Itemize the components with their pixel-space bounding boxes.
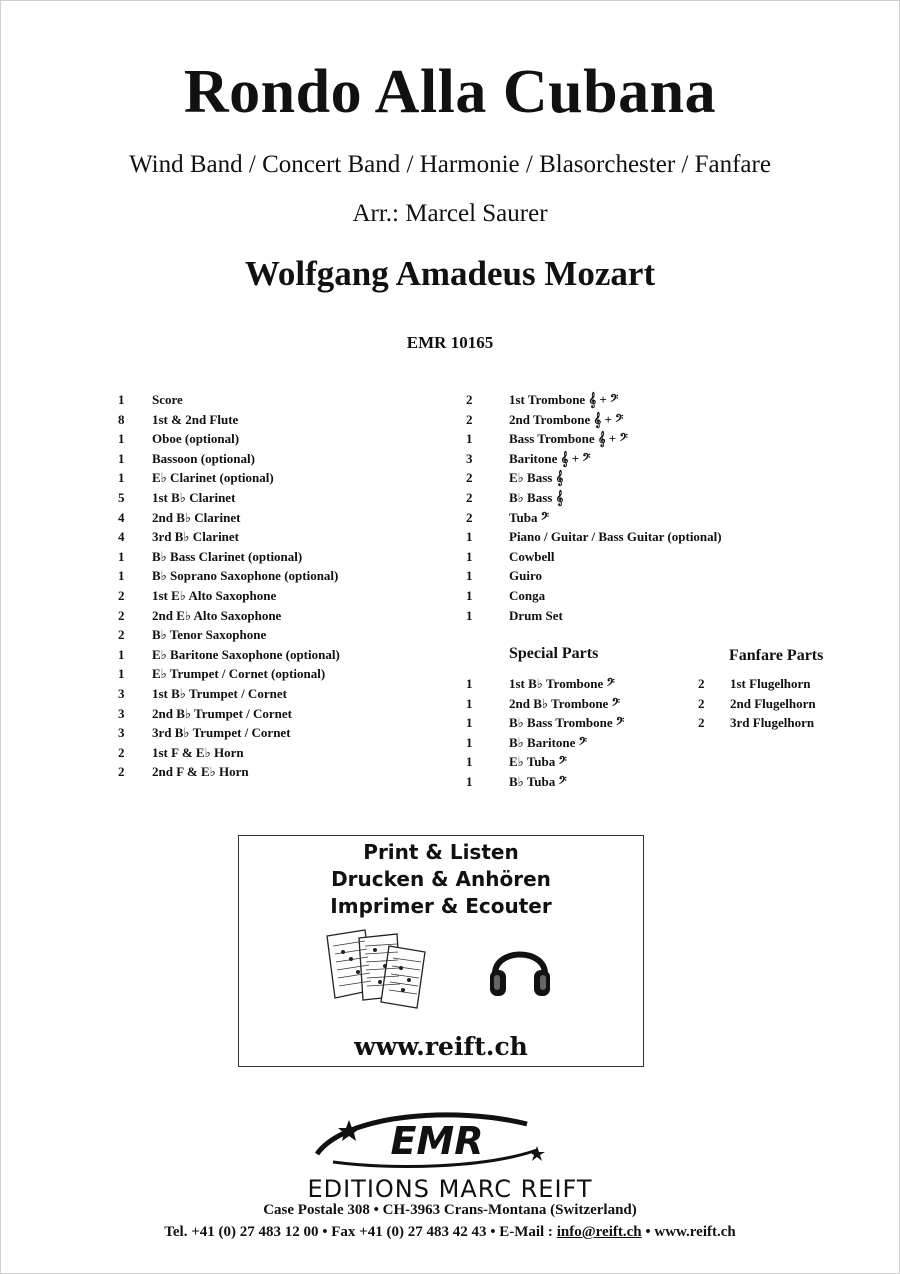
part-name: 1st B♭ Trumpet / Cornet: [152, 685, 287, 701]
part-quantity: 2: [698, 715, 705, 731]
headphones-icon: [485, 934, 555, 1004]
part-quantity: 8: [118, 411, 125, 427]
part-row: [118, 488, 340, 508]
sheet-music-icon: [325, 928, 435, 1010]
part-row: [118, 508, 340, 528]
fanfare-part-row: [698, 674, 816, 694]
part-name: 1st & 2nd Flute: [152, 411, 239, 427]
part-quantity: 1: [466, 773, 473, 789]
part-quantity: 2: [466, 392, 473, 407]
part-row: [466, 488, 722, 508]
special-part-row: [466, 713, 624, 733]
part-name: Baritone 𝄞 + 𝄢: [509, 450, 591, 466]
part-name: E♭ Bass 𝄞: [509, 470, 564, 486]
part-row: [118, 390, 340, 410]
contact-website: • www.reift.ch: [641, 1224, 736, 1240]
promo-line-1: Print & Listen: [363, 840, 519, 864]
fanfare-part-row: [698, 713, 816, 733]
part-row: [466, 527, 722, 547]
part-name: 2nd B♭ Trumpet / Cornet: [152, 705, 292, 721]
special-parts-list: [466, 674, 624, 792]
part-quantity: 1: [466, 734, 473, 750]
part-row: [118, 586, 340, 606]
part-row: [118, 664, 340, 684]
part-row: [118, 645, 340, 665]
parts-list-middle: [466, 390, 722, 625]
special-part-row: [466, 694, 624, 714]
part-row: [118, 566, 340, 586]
special-part-row: [466, 674, 624, 694]
part-row: [118, 762, 340, 782]
parts-list-left: [118, 390, 340, 782]
part-row: [466, 449, 722, 469]
publisher-contact: [0, 1223, 900, 1241]
part-name: 1st B♭ Trombone 𝄢: [509, 676, 615, 691]
part-quantity: 1: [118, 470, 125, 486]
arranger-credit: Arr.: Marcel Saurer: [352, 200, 548, 227]
part-name: 1st Trombone 𝄞 + 𝄢: [509, 392, 619, 407]
part-quantity: 1: [118, 431, 125, 447]
special-part-row: [466, 733, 624, 753]
part-quantity: 1: [118, 568, 125, 584]
part-row: [466, 606, 722, 626]
part-name: B♭ Tenor Saxophone: [152, 627, 267, 643]
emr-logo: [305, 1110, 565, 1172]
part-name: B♭ Bass Trombone 𝄢: [509, 715, 625, 731]
part-quantity: 1: [466, 548, 473, 564]
part-name: B♭ Baritone 𝄢: [509, 734, 588, 750]
part-row: [466, 410, 722, 430]
part-quantity: 2: [118, 764, 125, 780]
part-quantity: 2: [118, 627, 125, 643]
part-quantity: 3: [118, 685, 125, 701]
part-name: 2nd F & E♭ Horn: [152, 764, 249, 780]
part-row: [118, 468, 340, 488]
part-quantity: 2: [118, 587, 125, 603]
contact-phone-fax: Tel. +41 (0) 27 483 12 00 • Fax +41 (0) 27 483 42 43 • E-Mail :: [164, 1224, 557, 1240]
part-quantity: 1: [466, 529, 473, 545]
fanfare-parts-list: [698, 674, 816, 733]
part-name: Drum Set: [509, 607, 563, 623]
part-name: 2nd B♭ Trombone 𝄢: [509, 695, 620, 711]
part-quantity: 2: [466, 509, 473, 525]
part-quantity: 1: [466, 568, 473, 584]
publisher-address: Case Postale 308 • CH-3963 Crans-Montana (Switzerland): [263, 1202, 637, 1218]
part-row: [118, 723, 340, 743]
part-quantity: 1: [118, 548, 125, 564]
part-name: Oboe (optional): [152, 431, 240, 447]
promo-line-2: Drucken & Anhören: [331, 867, 551, 891]
part-row: [118, 547, 340, 567]
special-part-row: [466, 772, 624, 792]
part-row: [466, 586, 722, 606]
part-row: [466, 508, 722, 528]
part-row: [118, 743, 340, 763]
part-name: Tuba 𝄢: [509, 509, 550, 525]
publisher-name: EDITIONS MARC REIFT: [307, 1175, 593, 1203]
part-name: B♭ Bass Clarinet (optional): [152, 548, 303, 564]
part-name: B♭ Tuba 𝄢: [509, 773, 567, 789]
promo-website-link[interactable]: www.reift.ch: [354, 1032, 528, 1061]
part-quantity: 1: [118, 450, 125, 466]
part-quantity: 2: [698, 676, 705, 691]
part-quantity: 1: [466, 587, 473, 603]
part-name: E♭ Trumpet / Cornet (optional): [152, 666, 326, 682]
part-name: Piano / Guitar / Bass Guitar (optional): [509, 529, 722, 545]
part-quantity: 1: [466, 715, 473, 731]
part-quantity: 2: [698, 695, 705, 711]
part-name: B♭ Soprano Saxophone (optional): [152, 568, 339, 584]
part-name: 2nd Flugelhorn: [730, 695, 816, 711]
part-name: B♭ Bass 𝄞: [509, 489, 564, 505]
fanfare-part-row: [698, 694, 816, 714]
part-name: 3rd B♭ Clarinet: [152, 529, 240, 545]
part-row: [466, 547, 722, 567]
part-row: [118, 606, 340, 626]
part-quantity: 1: [466, 695, 473, 711]
part-quantity: 4: [118, 529, 125, 545]
part-quantity: 1: [118, 666, 125, 682]
part-name: E♭ Tuba 𝄢: [509, 754, 567, 770]
part-name: 3rd B♭ Trumpet / Cornet: [152, 725, 291, 741]
part-quantity: 4: [118, 509, 125, 525]
part-row: [118, 429, 340, 449]
promo-line-3: Imprimer & Ecouter: [330, 894, 552, 918]
part-name: 2nd E♭ Alto Saxophone: [152, 607, 282, 623]
fanfare-parts-heading: Fanfare Parts: [729, 647, 824, 664]
print-listen-box[interactable]: [238, 835, 644, 1067]
part-row: [466, 390, 722, 410]
part-name: 1st E♭ Alto Saxophone: [152, 587, 277, 603]
instrumentation-subtitle: Wind Band / Concert Band / Harmonie / Blasorchester / Fanfare: [129, 151, 771, 178]
part-row: [118, 410, 340, 430]
part-quantity: 1: [466, 754, 473, 770]
part-quantity: 2: [466, 489, 473, 505]
part-name: E♭ Clarinet (optional): [152, 470, 274, 486]
part-name: 2nd B♭ Clarinet: [152, 509, 241, 525]
part-quantity: 3: [466, 450, 473, 466]
part-quantity: 1: [466, 676, 473, 691]
part-row: [118, 704, 340, 724]
part-quantity: 1: [118, 646, 125, 662]
part-quantity: 3: [118, 725, 125, 741]
part-quantity: 3: [118, 705, 125, 721]
part-quantity: 2: [466, 470, 473, 486]
composer-name: Wolfgang Amadeus Mozart: [244, 254, 656, 293]
page-title: Rondo Alla Cubana: [183, 58, 717, 126]
part-name: E♭ Baritone Saxophone (optional): [152, 646, 340, 662]
part-quantity: 5: [118, 489, 125, 505]
part-name: Bassoon (optional): [152, 450, 255, 466]
part-name: 1st B♭ Clarinet: [152, 489, 236, 505]
part-name: Bass Trombone 𝄞 + 𝄢: [509, 431, 628, 447]
part-quantity: 1: [118, 392, 125, 407]
svg-text:EMR: EMR: [390, 1119, 484, 1163]
part-name: Score: [152, 392, 183, 407]
part-quantity: 1: [466, 431, 473, 447]
part-row: [466, 468, 722, 488]
email-link[interactable]: info@reift.ch: [556, 1224, 642, 1240]
part-name: Conga: [509, 587, 546, 603]
part-name: 1st F & E♭ Horn: [152, 744, 244, 760]
part-row: [118, 625, 340, 645]
part-row: [118, 684, 340, 704]
special-parts-heading: Special Parts: [509, 645, 599, 662]
part-name: 1st Flugelhorn: [730, 676, 811, 691]
part-name: 2nd Trombone 𝄞 + 𝄢: [509, 411, 624, 427]
part-row: [466, 429, 722, 449]
part-row: [118, 527, 340, 547]
part-quantity: 2: [118, 744, 125, 760]
part-quantity: 1: [466, 607, 473, 623]
part-name: 3rd Flugelhorn: [730, 715, 815, 731]
part-row: [118, 449, 340, 469]
part-row: [466, 566, 722, 586]
part-name: Cowbell: [509, 548, 555, 564]
catalog-number: EMR 10165: [406, 333, 494, 352]
part-quantity: 2: [466, 411, 473, 427]
special-part-row: [466, 752, 624, 772]
part-name: Guiro: [509, 568, 542, 584]
part-quantity: 2: [118, 607, 125, 623]
